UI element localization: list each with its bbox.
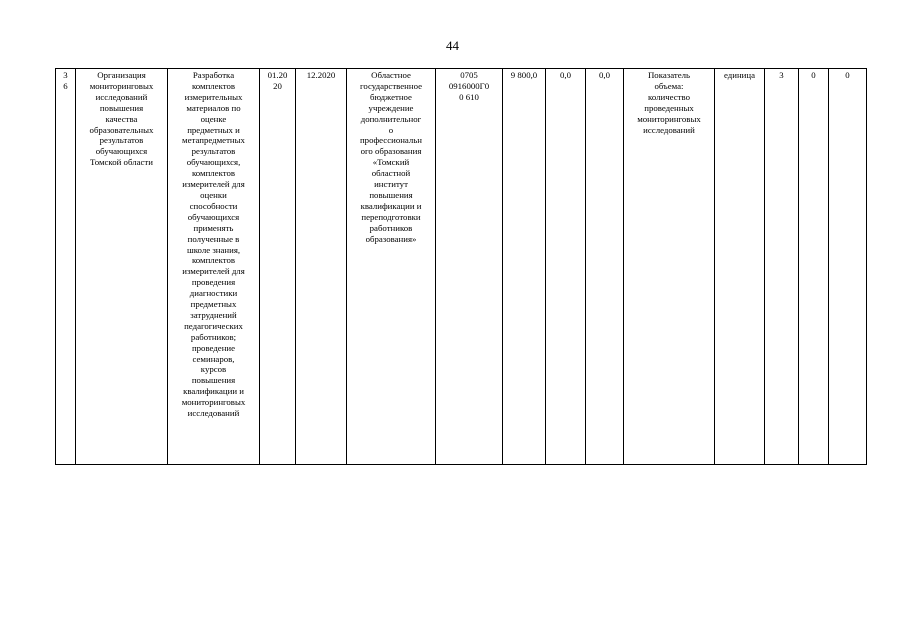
table-row bbox=[56, 69, 867, 465]
unit-cell: единица bbox=[715, 69, 765, 465]
amount-cell-1: 9 800,0 bbox=[503, 69, 546, 465]
start-date-cell: 01.20 20 bbox=[260, 69, 296, 465]
event-name-cell: Организация мониторинговых исследований повышения качества образовательных результатов обучающихся Томской области bbox=[76, 69, 168, 465]
budget-code-cell: 0705 0916000Г0 0 610 bbox=[436, 69, 503, 465]
row-number-cell: 3 6 bbox=[56, 69, 76, 465]
end-date-cell: 12.2020 bbox=[296, 69, 347, 465]
amount-cell-3: 0,0 bbox=[586, 69, 624, 465]
value-cell-2: 0 bbox=[799, 69, 829, 465]
plan-table bbox=[55, 68, 867, 465]
indicator-cell: Показатель объема: количество проведенных мониторинговых исследований bbox=[624, 69, 715, 465]
page-number: 44 bbox=[446, 38, 459, 53]
value-cell-1: 3 bbox=[765, 69, 799, 465]
value-cell-3: 0 bbox=[829, 69, 867, 465]
executor-cell: Областное государственное бюджетное учреждение дополнительног о профессиональн ого образования «Томский областной институт повышения квалификации и переподготовки работников образования» bbox=[347, 69, 436, 465]
amount-cell-2: 0,0 bbox=[546, 69, 586, 465]
event-content-cell: Разработка комплектов измерительных материалов по оценке предметных и метапредметных результатов обучающихся, комплектов измерителей для оценки способности обучающихся применять полученные в школе знания, комплектов измерителей для проведения диагностики предметных затруднений педагогических работников; проведение семинаров, курсов повышения квалификации и мониторинговых исследований bbox=[168, 69, 260, 465]
